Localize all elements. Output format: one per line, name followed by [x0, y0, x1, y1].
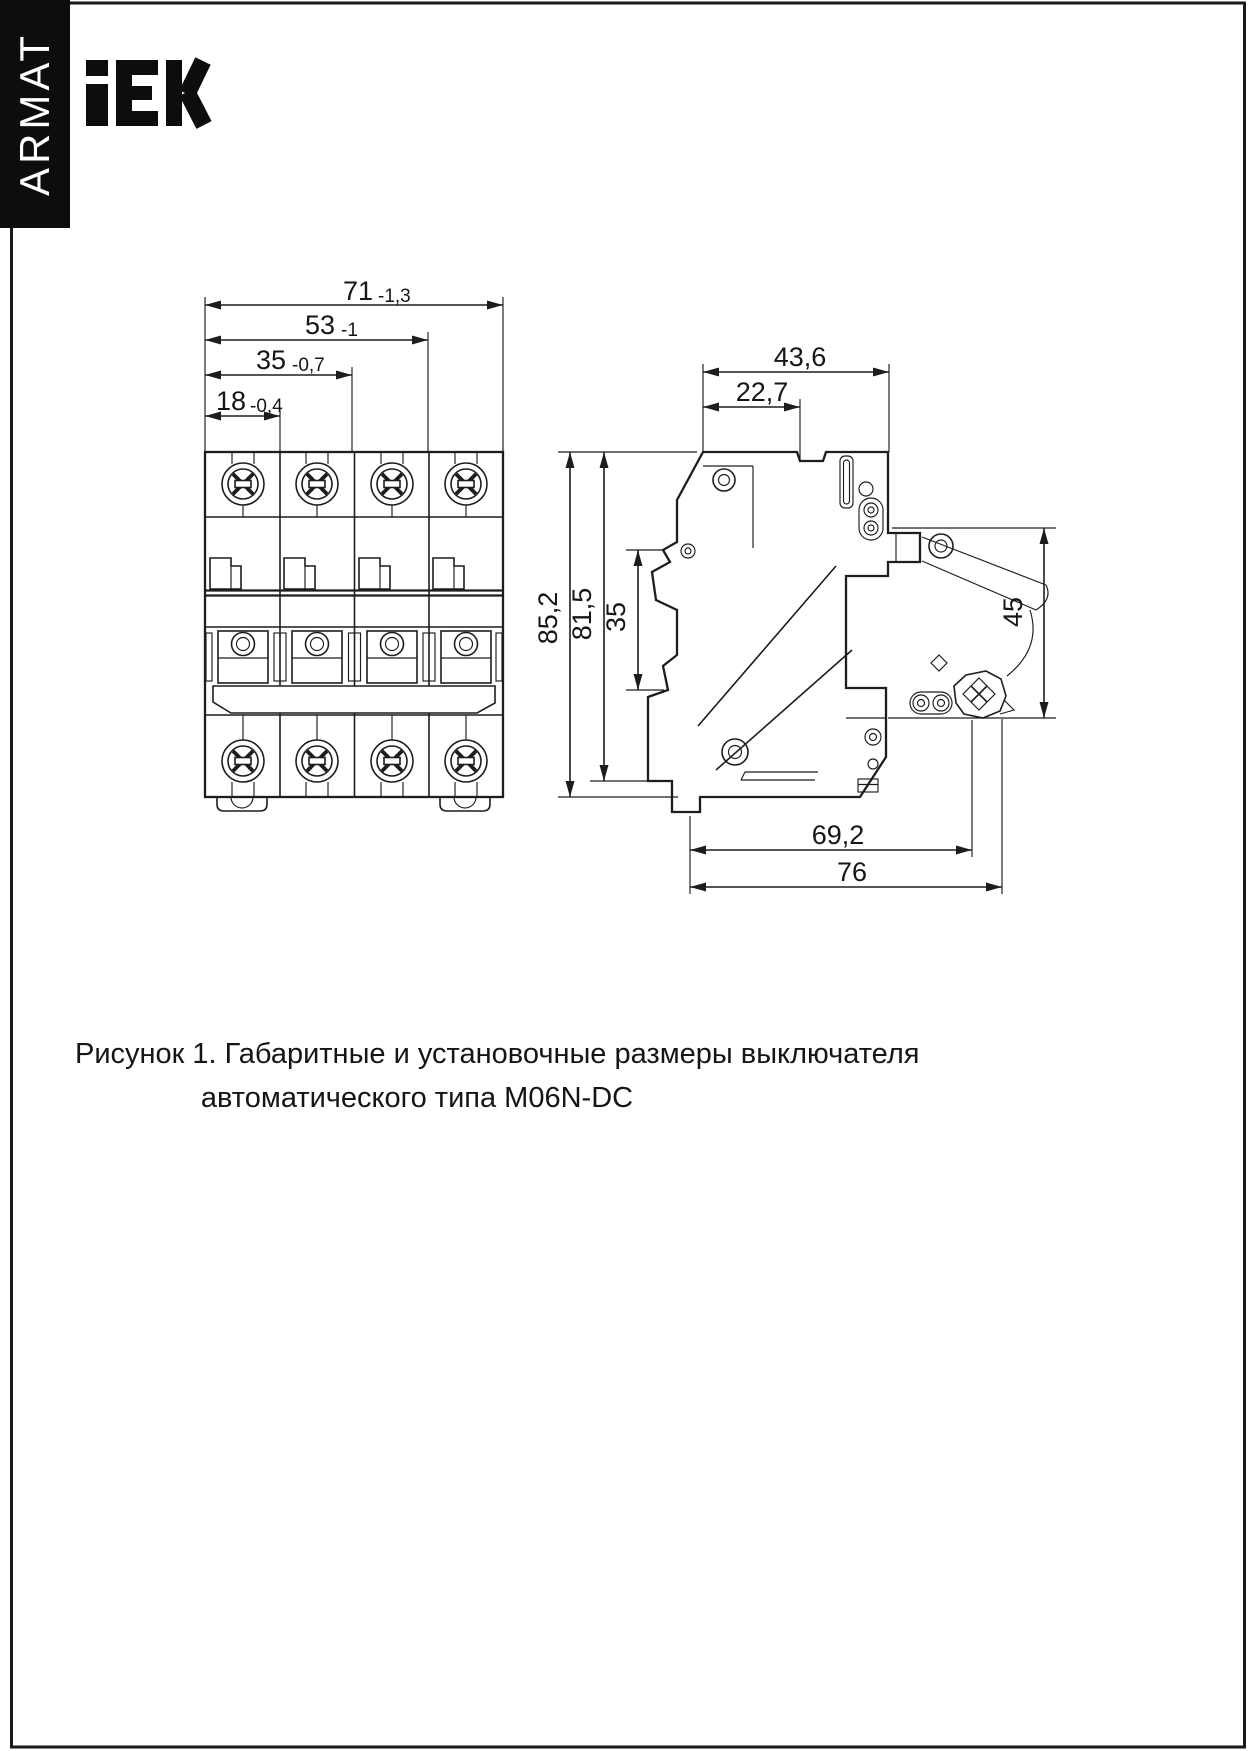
front-mounting-feet — [217, 797, 490, 811]
side-inner-details — [681, 456, 1048, 792]
side-view-drawing — [533, 342, 1056, 894]
side-body-outline — [648, 452, 920, 812]
front-view-dimensions — [205, 276, 503, 452]
armat-banner-text: ARMAT — [11, 32, 58, 196]
figure-caption-line1: Рисунок 1. Габаритные и установочные размеры выключателя — [75, 1038, 920, 1070]
dim-width-53-tolerance: -1 — [341, 320, 358, 341]
front-view-drawing — [205, 276, 503, 811]
dim-width-18: 18 — [215, 386, 246, 416]
dim-width-18-tolerance: -0,4 — [250, 396, 283, 417]
dim-width-35: 35 — [255, 345, 286, 375]
dim-width-53: 53 — [304, 310, 335, 340]
page-border — [12, 3, 1245, 1747]
dim-height-35: 35 — [601, 601, 631, 633]
dim-depth-22-7: 22,7 — [735, 377, 789, 407]
dim-width-71-tolerance: -1,3 — [378, 286, 411, 307]
front-toggle-handles — [210, 558, 464, 589]
figure-caption-line2: автоматического типа M06N-DC — [200, 1082, 634, 1114]
din-rail-latch — [954, 671, 1014, 718]
dim-height-81-5: 81,5 — [567, 587, 597, 641]
side-view-dimensions — [533, 342, 1056, 894]
dim-width-71: 71 — [342, 276, 373, 306]
front-label-plate — [213, 686, 495, 713]
dim-depth-43-6: 43,6 — [773, 342, 827, 372]
dim-depth-69-2: 69,2 — [811, 820, 865, 850]
iek-logo — [86, 60, 204, 126]
dim-depth-76: 76 — [836, 857, 868, 887]
dim-width-35-tolerance: -0,7 — [292, 355, 325, 376]
armat-banner — [0, 0, 70, 228]
dim-height-85-2: 85,2 — [533, 591, 563, 645]
dim-height-45: 45 — [998, 596, 1028, 628]
